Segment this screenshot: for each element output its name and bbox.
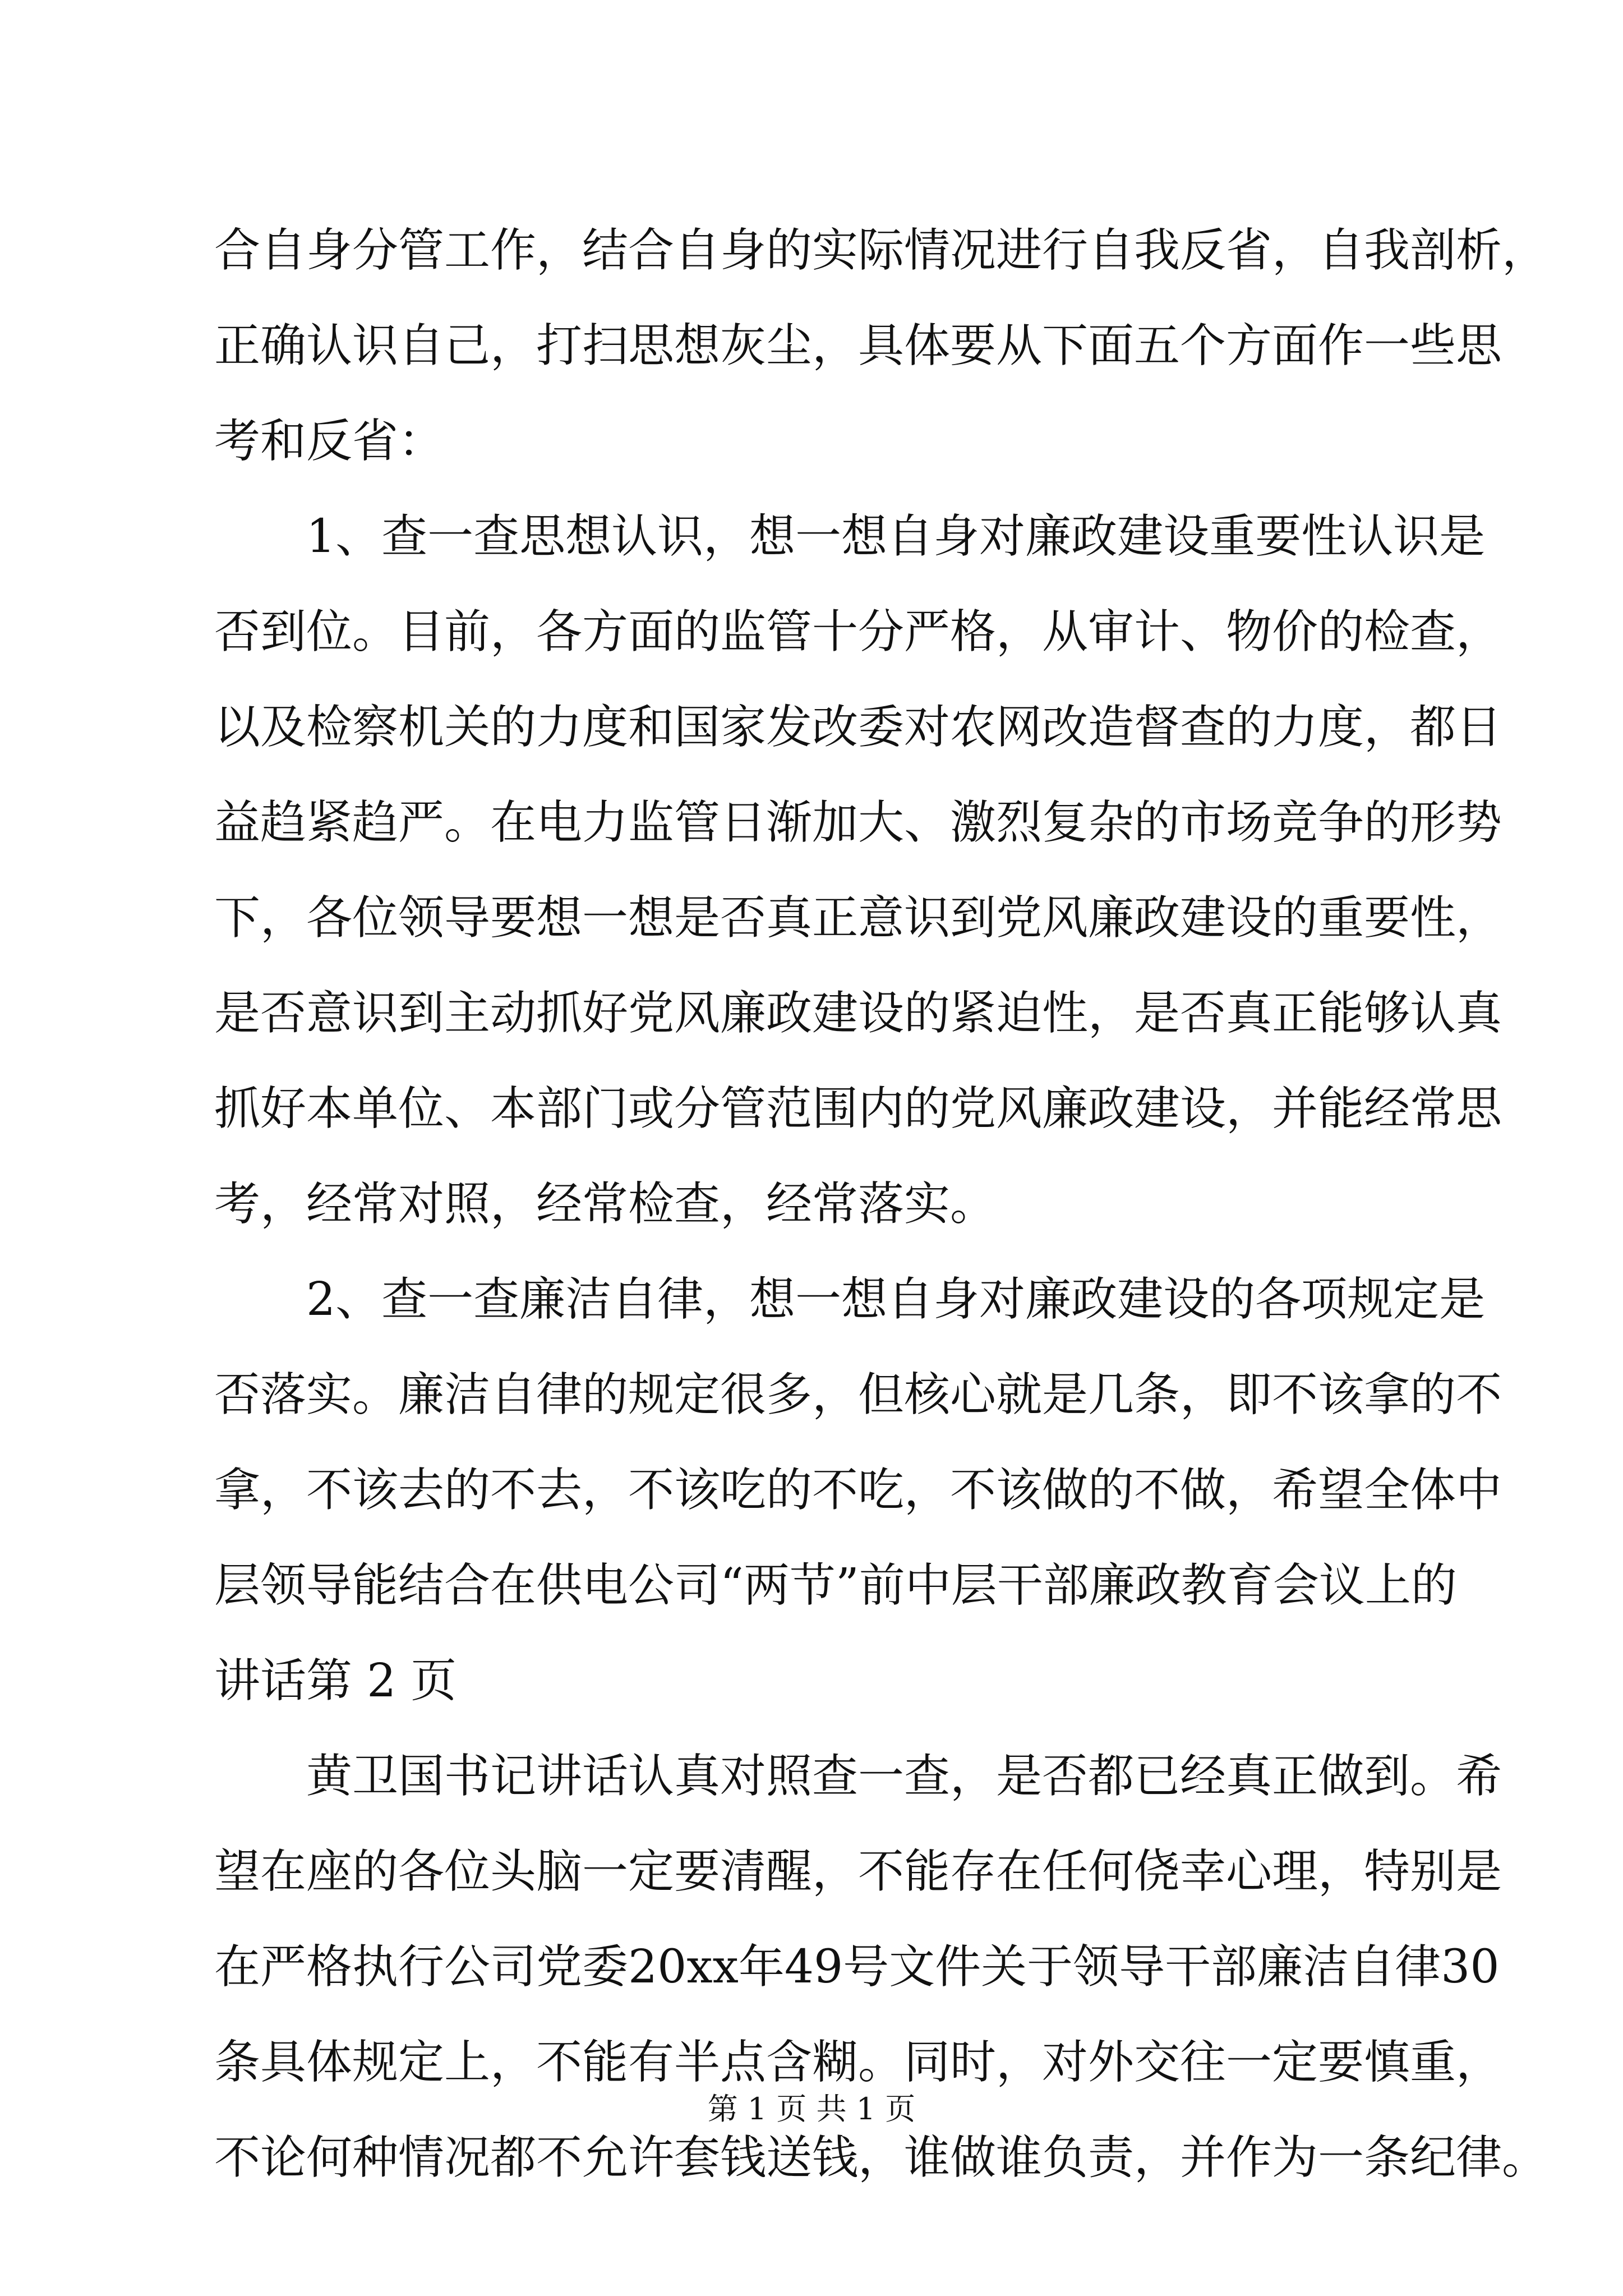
text-line: 益趋紧趋严。在电力监管日渐加大、激烈复杂的市场竞争的形势 bbox=[214, 796, 1502, 849]
text-line: 正确认识自己，打扫思想灰尘，具体要从下面五个方面作一些思 bbox=[214, 319, 1502, 372]
text-line: 层领导能结合在供电公司“两节”前中层干部廉政教育会议上的 bbox=[214, 1559, 1457, 1612]
text-line: 考，经常对照，经常检查，经常落实。 bbox=[214, 1177, 997, 1231]
text-line: 拿，不该去的不去，不该吃的不吃，不该做的不做，希望全体中 bbox=[214, 1464, 1502, 1517]
text-line: 讲话第 2 页 bbox=[214, 1654, 457, 1708]
text-line: 不论何种情况都不允许套钱送钱，谁做谁负责，并作为一条纪律。 bbox=[214, 2131, 1548, 2184]
text-line: 考和反省： bbox=[214, 415, 445, 468]
text-line: 否落实。廉洁自律的规定很多，但核心就是几条，即不该拿的不 bbox=[214, 1368, 1502, 1421]
text-line: 以及检察机关的力度和国家发改委对农网改造督查的力度，都日 bbox=[214, 701, 1502, 754]
text-line: 1、查一查思想认识，想一想自身对廉政建设重要性认识是 bbox=[306, 510, 1486, 563]
text-line: 是否意识到主动抓好党风廉政建设的紧迫性，是否真正能够认真 bbox=[214, 987, 1502, 1040]
text-line: 条具体规定上，不能有半点含糊。同时，对外交往一定要慎重， bbox=[214, 2036, 1502, 2089]
document-body bbox=[214, 203, 1548, 2206]
text-line: 望在座的各位头脑一定要清醒，不能存在任何侥幸心理，特别是 bbox=[214, 1845, 1502, 1898]
text-line: 黄卫国书记讲话认真对照查一查，是否都已经真正做到。希 bbox=[306, 1750, 1502, 1803]
text-line: 下，各位领导要想一想是否真正意识到党风廉政建设的重要性， bbox=[214, 891, 1502, 945]
text-line: 否到位。目前，各方面的监管十分严格，从审计、物价的检查， bbox=[214, 605, 1502, 659]
text-line: 抓好本单位、本部门或分管范围内的党风廉政建设，并能经常思 bbox=[214, 1082, 1502, 1135]
text-line: 合自身分管工作，结合自身的实际情况进行自我反省，自我剖析， bbox=[214, 224, 1548, 277]
text-line: 2、查一查廉洁自律，想一想自身对廉政建设的各项规定是 bbox=[306, 1273, 1486, 1326]
text-line: 在严格执行公司党委20xx年49号文件关于领导干部廉洁自律30 bbox=[214, 1940, 1500, 1994]
page-number-footer: 第 1 页 共 1 页 bbox=[707, 2091, 916, 2127]
